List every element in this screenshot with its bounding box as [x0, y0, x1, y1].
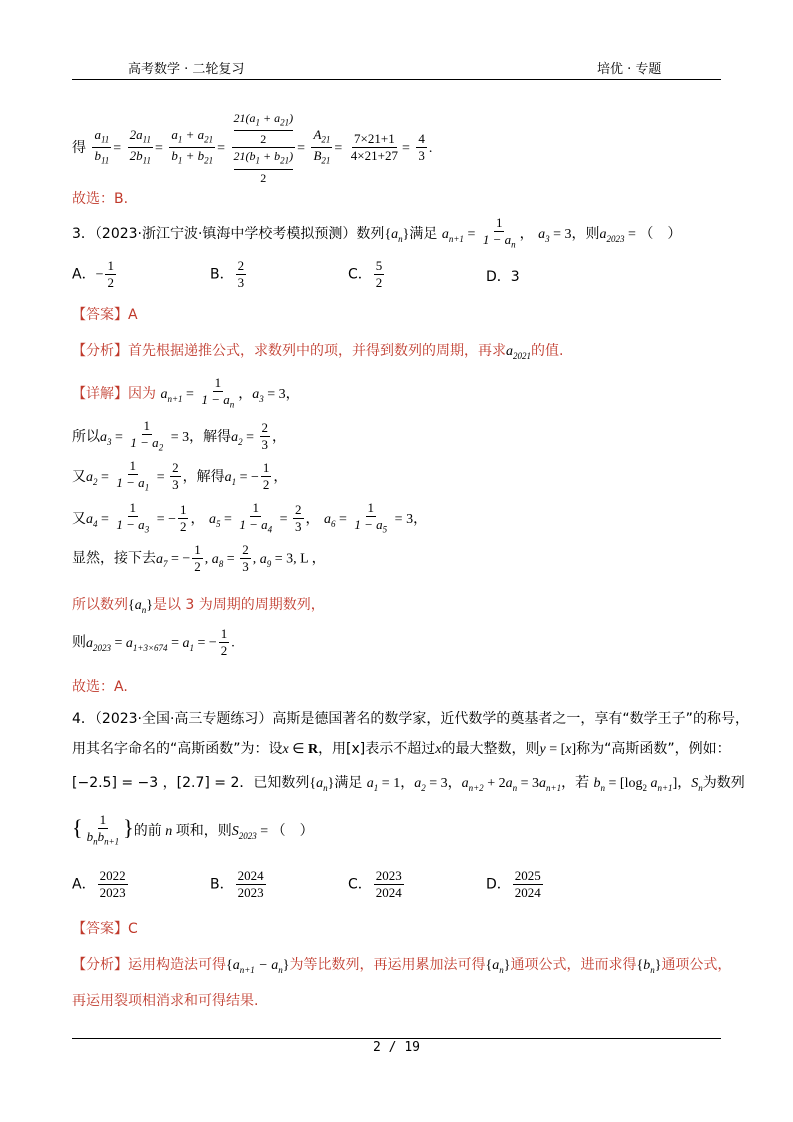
q4-analysis-1: 【分析】运用构造法可得$\{a_{n+1} - a_n\}$为等比数列，再运用累加法可得$\{a_n\}$通项公式，进而求得$\{b_n\}$通项公式，: [72, 957, 732, 975]
q4-stem-2: 用其名字命名的“高斯函数”为：设x ∈ R，用[x]表示不超过x的最大整数，则y = [x]称为“高斯函数”，例如：: [72, 741, 731, 757]
q4-stem-1: 4．（2023·全国·高三专题练习）高斯是德国著名的数学家，近代数学的奠基者之一，享有“数学王子”的称号，: [72, 711, 749, 727]
q4-stem-3: [−2.5] = −3 ，[2.7] = 2．已知数列$\{a_n\}$满足 $a_1 = 1$，$a_2 = 3$，$a_{n+2} + 2a_n = 3a_{n+1}$，若 $b_n = [\log_2$ $a_{n+1}$]，$S_n$为数列: [72, 775, 745, 793]
q3-choice: 故选：A.: [72, 679, 128, 695]
page-header: [72, 58, 721, 78]
q4-option-b: B． $\frac{2024}{2023}$: [210, 868, 264, 900]
page-number: 2 / 19: [373, 1040, 420, 1055]
header-right: 培优 · 专题: [597, 62, 662, 77]
q3-step-3: 又$a_4$ = $\frac{1}{1 - a_3}$ = − $\frac{1}{2}$ ， $a_5$ = $\frac{1}{1 - a_4}$ = $\frac{2}{3}$ ， $a_6$ = $\frac{1}{1 - a_5}$ = 3，: [72, 500, 428, 535]
q3-detail: 【详解】因为 $a_{n+1}$ = $\frac{1}{1 - a_n}$ ，$a_3 = 3$，: [72, 375, 300, 410]
header-left: 高考数学 · 二轮复习: [128, 62, 245, 77]
q2-choice: 故选：B.: [72, 191, 129, 207]
q4-stem-4: { $\frac{1}{b_nb_{n+1}}$ }的前 n 项和，则$S_{2023}$ = （ ）: [72, 812, 314, 847]
q4-option-c: C． $\frac{2023}{2024}$: [348, 868, 402, 900]
q3-step-5: 所以数列$\{a_n\}$是以 3 为周期的周期数列，: [72, 597, 325, 615]
q3-analysis: 【分析】首先根据递推公式，求数列中的项，并得到数列的周期，再求$a_{2021}$的值.: [72, 343, 564, 361]
q4-analysis-2: 再运用裂项相消求和可得结果.: [72, 993, 259, 1009]
q3-option-a: A．− $\frac{1}{2}$: [72, 258, 114, 290]
q4-answer: 【答案】C: [72, 921, 138, 937]
q3-option-d: D．3: [486, 269, 520, 285]
q3-step-2: 又$a_2$ = $\frac{1}{1 - a_1}$ = $\frac{2}{3}$ ，解得$a_1$ = − $\frac{1}{2}$ ，: [72, 458, 288, 493]
q3-option-c: C． $\frac{5}{2}$: [348, 258, 383, 290]
q3-answer: 【答案】A: [72, 307, 138, 323]
q2-derivation: 得 $\frac{a_{11}}{b_{11}}$ = $\frac{2a_{11}}{2b_{11}}$ = $\frac{a_1 + a_{21}}{b_1 + b_{21}}$ = $21(a_1 + a_{21})$ 2 $21(b_1 + b_{21})$ 2 = $\frac{A_{21}}{B_{21}}$ = $\frac{7\times 21+1}{4\times 21+27}$ = $\frac{4}{3}$ .: [72, 111, 433, 185]
header-rule: [72, 79, 721, 80]
q3-step-6: 则$a_{2023} = a_{1+3\times 674} = a_1$ = − $\frac{1}{2}$ .: [72, 626, 235, 658]
q3-step-4: 显然，接下去$a_7$ = − $\frac{1}{2}$ , $a_8$ = $\frac{2}{3}$ , $a_9 = 3$, L ，: [72, 542, 326, 574]
footer-rule: [72, 1038, 721, 1039]
q4-option-d: D． $\frac{2025}{2024}$: [486, 868, 541, 900]
q3-stem: 3．（2023·浙江宁波·镇海中学校考模拟预测）数列$\{a_n\}$满足 $a_{n+1}$ = $\frac{1}{1 - a_n}$ ， $a_3 = 3$，则$a_{2023}$ = （ ）: [72, 215, 682, 250]
q4-option-a: A． $\frac{2022}{2023}$: [72, 868, 126, 900]
q3-option-b: B． $\frac{2}{3}$: [210, 258, 245, 290]
q3-step-1: 所以$a_3$ = $\frac{1}{1 - a_2}$ = 3，解得$a_2$ = $\frac{2}{3}$ ，: [72, 418, 286, 453]
